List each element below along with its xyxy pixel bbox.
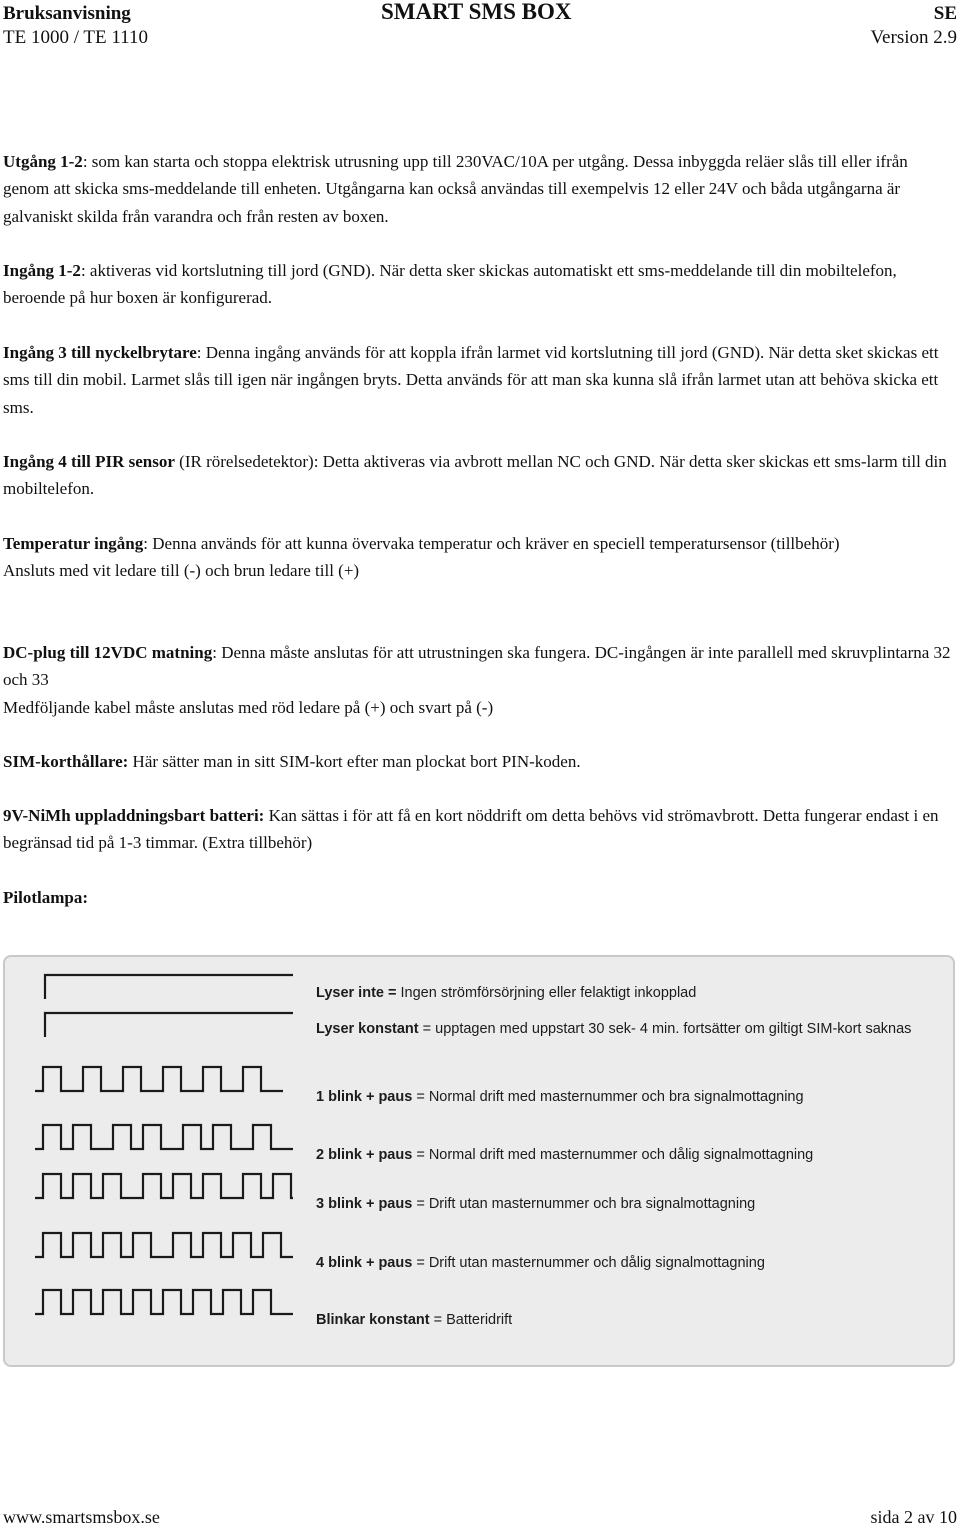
legend-text: = Drift utan masternummer och bra signalmottagning [412,1196,756,1212]
legend-row-2-blink [316,1147,813,1163]
section-text: : som kan starta och stoppa elektrisk utrusning upp till 230VAC/10A per utgång. Dessa inbyggda reläer slås till eller ifrån genom att skicka sms-meddelande till enheten. Utgångarna kan också användas till exempelvis 12 eller 24V och båda utgångarna är galvaniskt skilda från varandra och från resten av boxen. [3,152,908,226]
section-label: 9V-NiMh uppladdningsbart batteri: [3,806,265,825]
section-battery [3,802,955,857]
version-label: Version 2.9 [870,27,957,48]
section-outputs [3,148,955,230]
section-label: Utgång 1-2 [3,152,83,171]
legend-text: = Normal drift med masternummer och dålig signalmottagning [412,1147,814,1163]
waveform-continuous-10 [35,1290,293,1314]
section-text-line2: Medföljande kabel måste anslutas med röd ledare på (+) och svart på (-) [3,697,494,717]
legend-text: = upptagen med uppstart 30 sek- 4 min. fortsätter om giltigt SIM-kort saknas [418,1021,912,1037]
waveform-off-0 [45,975,293,999]
language-code: SE [933,3,957,24]
legend-text: = Normal drift med masternummer och bra signalmottagning [412,1089,804,1105]
section-keyswitch [3,339,955,421]
section-pir [3,448,955,503]
legend-row-continuous [316,1312,512,1328]
footer-url: www.smartsmsbox.se [3,1507,160,1527]
waveform-group-4 [35,1233,293,1257]
legend-label: 4 blink + paus [316,1255,413,1271]
legend-row-off [316,985,696,1001]
section-temperature [3,530,955,585]
legend-label: 1 blink + paus [316,1089,413,1105]
waveform-on-0 [45,1013,293,1037]
pilot-lamp-diagram [3,955,955,1367]
waveform-group-3 [35,1174,293,1198]
legend-row-3-blink [316,1196,755,1212]
page-title: SMART SMS BOX [381,0,572,24]
doc-type: Bruksanvisning [3,3,131,24]
legend-row-constant [316,1021,911,1037]
section-text: Kan sättas i för att få en kort nöddrift om detta behövs vid strömavbrott. Detta fungerar endast i en begränsad tid på 1-3 timmar. (Extra tillbehör) [3,806,939,853]
legend-text: Ingen strömförsörjning eller felaktigt inkopplad [400,985,697,1001]
model-number: TE 1000 / TE 1110 [3,27,148,48]
legend-label: Lyser inte = [316,985,401,1001]
section-text: (IR rörelsedetektor): Detta aktiveras via avbrott mellan NC och GND. När detta sker skickas ett sms-larm till din mobiltelefon. [3,452,947,499]
section-text: : aktiveras vid kortslutning till jord (GND). När detta sker skickas automatiskt ett sms-meddelande till din mobiltelefon, beroende på hur boxen är konfigurerad. [3,261,897,308]
section-inputs [3,257,955,312]
page-number: sida 2 av 10 [870,1507,957,1527]
section-pilot-lamp [3,884,955,911]
legend-row-1-blink [316,1089,804,1105]
section-label: Ingång 4 till PIR sensor [3,452,175,471]
section-text: Här sätter man in sitt SIM-kort efter man plockat bort PIN-koden. [128,752,581,771]
legend-label: 2 blink + paus [316,1147,413,1163]
legend-row-4-blink [316,1255,765,1271]
waveform-group-2 [35,1125,293,1149]
legend-label: Blinkar konstant [316,1312,430,1328]
section-text: : Denna måste anslutas för att utrustningen ska fungera. DC-ingången är inte parallell med skruvplintarna 32 och 33 [3,643,951,690]
section-label: Temperatur ingång [3,534,144,553]
section-label: Ingång 1-2 [3,261,81,280]
waveform-group-1 [35,1067,283,1091]
legend-label: Lyser konstant [316,1021,419,1037]
section-label: DC-plug till 12VDC matning [3,643,213,662]
section-label: Pilotlampa: [3,888,88,907]
legend-text: = Batteridrift [429,1312,513,1328]
section-dc-plug [3,639,955,721]
section-label: Ingång 3 till nyckelbrytare [3,343,197,362]
section-sim-holder [3,748,955,775]
legend-label: 3 blink + paus [316,1196,413,1212]
section-label: SIM-korthållare: [3,752,129,771]
section-text: : Denna ingång används för att koppla ifrån larmet vid kortslutning till jord (GND). När detta sket skickas ett sms till din mobil. Larmet slås till igen när ingången bryts. Detta används för att man ska kunna slå ifrån larmet utan att behöva skicka ett sms. [3,343,939,417]
section-text: : Denna används för att kunna övervaka temperatur och kräver en speciell temperatursensor (tillbehör) [143,534,840,553]
section-text-line2: Ansluts med vit ledare till (-) och brun ledare till (+) [3,561,360,581]
legend-text: = Drift utan masternummer och dålig signalmottagning [412,1255,765,1271]
blink-waveforms [5,957,305,1365]
